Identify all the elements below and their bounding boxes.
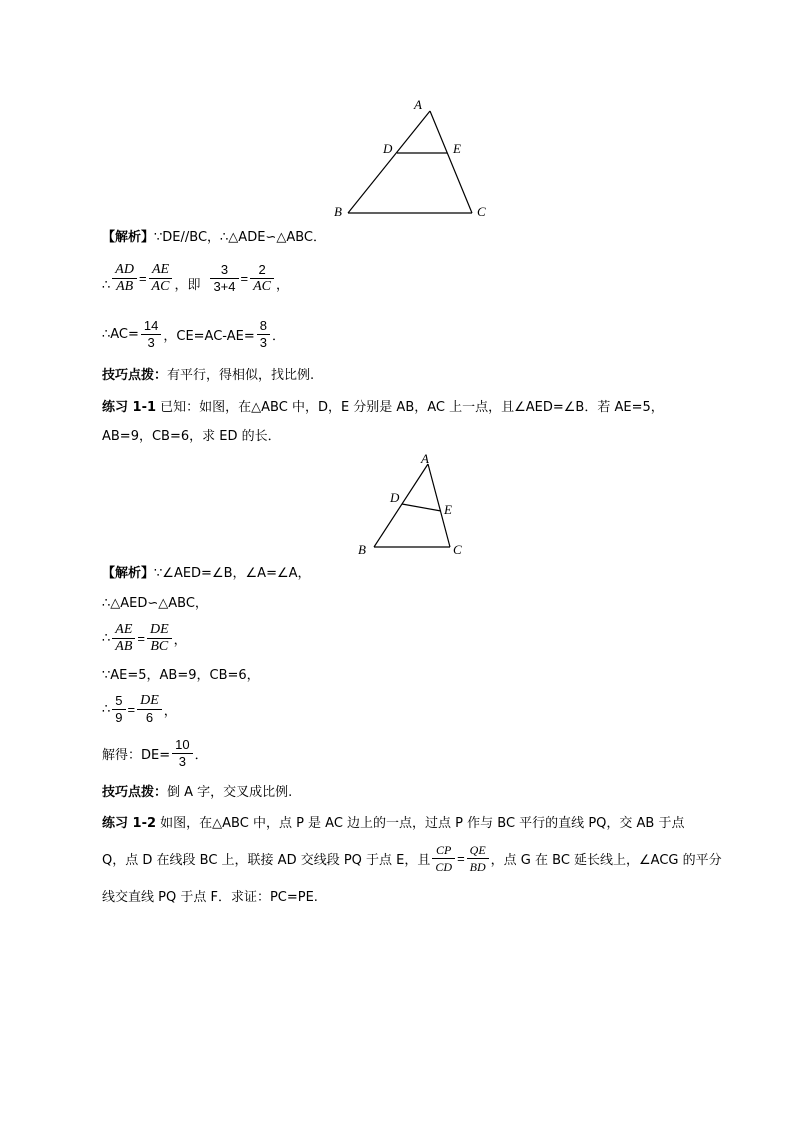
- fraction-3-7: $\frac{3}{3+4}$: [210, 262, 238, 295]
- solution-2-line-1: 【解析】∵∠AED=∠B，∠A=∠A，: [102, 566, 311, 581]
- side-ab: [374, 464, 428, 547]
- solution-2-line-2: ∴△AED∽△ABC，: [102, 596, 208, 611]
- tip-label: 技巧点拨：: [102, 785, 168, 800]
- solution-2-line-4: ∵AE=5，AB=9，CB=6，: [102, 668, 260, 683]
- fraction-8-3: $\frac{8}{3}$: [257, 318, 270, 351]
- tip-2: 技巧点拨：倒 A 字，交叉成比例.: [102, 785, 293, 800]
- exercise-1-2-line-3: 线交直线 PQ 于点 F．求证：PC=PE.: [102, 890, 318, 905]
- tip-text: 有平行，得相似，找比例.: [167, 368, 315, 383]
- solution-2-line-6: 解得：DE= $\frac{10}{3}$ ．: [102, 737, 208, 769]
- solution-1-line-2: ∴ $\frac{AD}{AB}$ = $\frac{AE}{AC}$ ，即 $\frac{3}{3+4}$ = $\frac{2}{AC}$ ，: [102, 262, 290, 294]
- fraction-de-6: $\frac{DE}{6}$: [137, 693, 162, 726]
- fraction-ad-ab: $\frac{AD}{AB}$: [112, 262, 137, 295]
- solution-2-line-3: ∴ $\frac{AE}{AB}$ = $\frac{DE}{BC}$ ，: [102, 622, 187, 654]
- analysis-text: ∵DE//BC，∴△ADE∽△ABC．: [154, 230, 326, 245]
- label-d: D: [383, 141, 393, 156]
- fraction-cp-cd: $\frac{CP}{CD}$: [432, 842, 455, 875]
- exercise-1-1-line-1: 练习 1-1 已知：如图，在△ABC 中，D，E 分别是 AB，AC 上一点，且∠AED=∠B．若 AE=5，: [102, 400, 664, 415]
- segment-de: [402, 504, 441, 511]
- label-e: E: [444, 502, 452, 517]
- exercise-1-1-line-2: AB=9，CB=6，求 ED 的长．: [102, 429, 281, 444]
- solution-1-line-3: ∴AC= $\frac{14}{3}$ ，CE=AC-AE= $\frac{8}{3}$ ．: [102, 318, 285, 350]
- label-b: B: [358, 542, 366, 557]
- analysis-tag: 【解析】: [102, 230, 155, 245]
- label-d: D: [390, 490, 400, 505]
- side-ac: [430, 111, 472, 213]
- label-b: B: [334, 204, 342, 219]
- fraction-2-ac: $\frac{2}{AC}$: [250, 262, 274, 295]
- exercise-label: 练习 1-1: [102, 400, 157, 415]
- fraction-qe-bd: $\frac{QE}{BD}$: [467, 842, 489, 875]
- solution-2-line-5: ∴ $\frac{5}{9}$ = $\frac{DE}{6}$ ，: [102, 693, 177, 725]
- label-a: A: [414, 97, 422, 112]
- label-c: C: [477, 204, 486, 219]
- exercise-label: 练习 1-2: [102, 816, 157, 831]
- label-c: C: [453, 542, 462, 557]
- side-ab: [348, 111, 430, 213]
- fraction-ae-ac: $\frac{AE}{AC}$: [149, 262, 173, 295]
- label-e: E: [453, 141, 461, 156]
- figure-triangle-1: [330, 95, 500, 223]
- exercise-1-2-line-1: 练习 1-2 如图，在△ABC 中，点 P 是 AC 边上的一点，过点 P 作与 BC 平行的直线 PQ，交 AB 于点: [102, 816, 685, 831]
- fraction-de-bc: $\frac{DE}{BC}$: [147, 622, 172, 655]
- analysis-tag: 【解析】: [102, 566, 155, 581]
- exercise-1-2-line-2: Q，点 D 在线段 BC 上，联接 AD 交线段 PQ 于点 E，且 $\frac{CP}{CD}$ = $\frac{QE}{BD}$ ，点 G 在 BC 延长线上，∠ACG 的平分: [102, 843, 722, 874]
- solution-1-line-1: [102, 228, 326, 248]
- tip-1: [102, 366, 314, 386]
- figure-triangle-2: [350, 448, 480, 560]
- label-a: A: [421, 451, 429, 466]
- fraction-14-3: $\frac{14}{3}$: [141, 318, 161, 351]
- fraction-10-3: $\frac{10}{3}$: [172, 737, 192, 770]
- fraction-5-9: $\frac{5}{9}$: [112, 693, 125, 726]
- tip-label: 技巧点拨：: [102, 368, 168, 383]
- fraction-ae-ab: $\frac{AE}{AB}$: [112, 622, 135, 655]
